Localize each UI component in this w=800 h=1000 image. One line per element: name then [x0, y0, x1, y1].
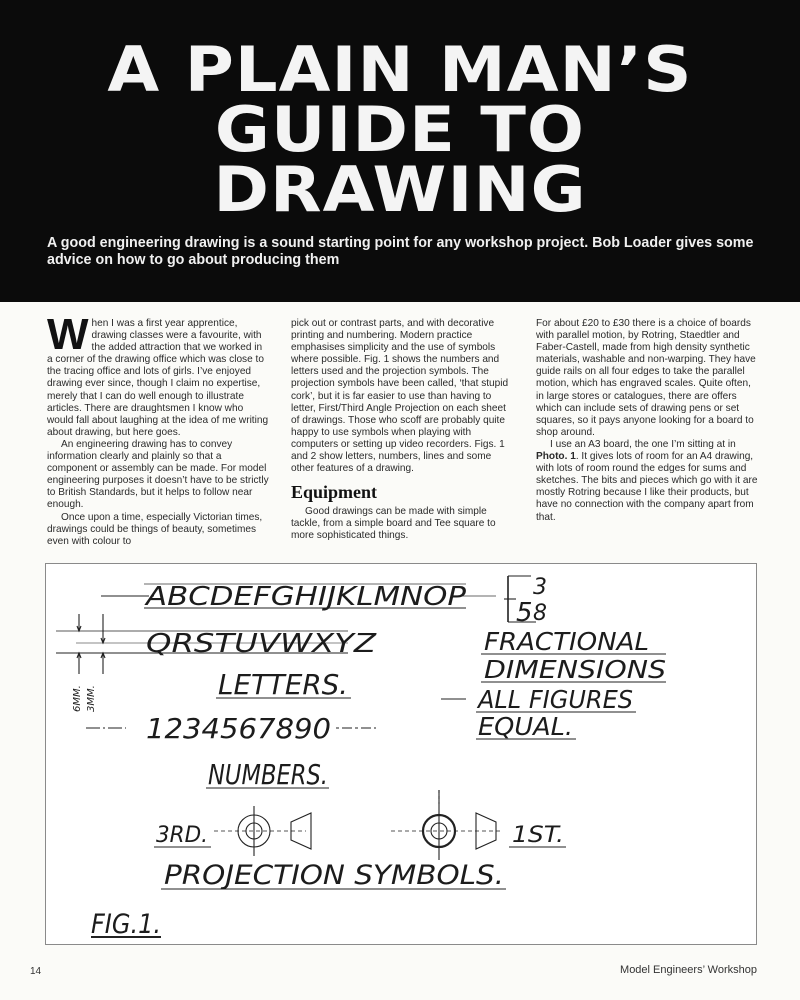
photo-reference: Photo. 1: [536, 451, 576, 463]
dimension-3mm: 3MM.: [86, 685, 97, 712]
alphabet-row-2: QRSTUVWXYZ: [146, 629, 378, 659]
title-line-1: A PLAIN MAN’S: [107, 33, 693, 106]
numbers-row: 1234567890: [146, 712, 331, 745]
figure-label: FIG.1.: [91, 909, 161, 940]
third-angle-label: 3RD.: [156, 823, 208, 848]
dimension-6mm: 6MM.: [72, 685, 83, 712]
fraction-denominator: 8: [533, 601, 547, 626]
paragraph: For about £20 to £30 there is a choice of boards with parallel motion, by Rotring, Staedtler and Faber-Castell, made from high density synthetic materials, washable and non-warping. They have guide rails on all four edges to take the parallel motion, which has engraved scales. Quite often, in large stores or catalogues, there are offers which can include sets of drawing pens or set squares, so it pays anyone looking for a board to shop around.: [536, 318, 756, 438]
article-title: [0, 33, 800, 226]
letters-label: LETTERS.: [218, 668, 348, 701]
fractional-line-4: EQUAL.: [478, 712, 573, 741]
title-line-3: DRAWING: [213, 153, 587, 226]
paragraph: pick out or contrast parts, and with decorative printing and numbering. Modern practice emphasises simplicity and the use of symbols where possible. Fig. 1 shows the numbers and letters used and the projection symbols. The projection symbols have been called, ‘that stupid cork’, but it is far easier to use than having to letter, First/Third Angle Projection on each sheet of drawings. Those who scoff are probably quite happy to use symbols when playing with computers or setting up video recorders. Figs. 1 and 2 show letters, numbers, lines and some other features of a drawing.: [291, 318, 509, 475]
drop-cap: W: [47, 310, 89, 359]
paragraph: Once upon a time, especially Victorian times, drawings could be things of beauty, sometimes even with colour to: [47, 511, 263, 547]
numbers-label: NUMBERS.: [208, 758, 328, 791]
title-banner: [0, 0, 800, 302]
fractional-line-3: ALL FIGURES: [476, 685, 634, 714]
fraction-numerator: 3: [533, 575, 547, 600]
paragraph: An engineering drawing has to convey information clearly and plainly so that a component or assembly can be made. For model engineering purposes it doesn’t have to be strictly to British Standards, but it helps to follow near enough.: [47, 438, 269, 511]
subheading-equipment: Equipment: [291, 482, 378, 503]
title-line-2: GUIDE TO: [214, 93, 586, 166]
fractional-line-2: DIMENSIONS: [484, 655, 667, 684]
paragraph: I use an A3 board, the one I’m sitting at in Photo. 1. It gives lots of room for an A4 drawing, with lots of room round the edges for sums and sketches. The bits and pieces which go with it are mostly Rotring because I like their products, but have no connection with the company apart from that.: [536, 438, 758, 523]
first-angle-label: 1ST.: [512, 823, 564, 848]
column-1: [47, 310, 269, 548]
fraction-whole: 5: [516, 598, 533, 628]
projection-symbols-label: PROJECTION SYMBOLS.: [164, 860, 504, 891]
drawing-lettering-figure: [46, 564, 758, 946]
paragraph: When I was a first year apprentice, drawing classes were a favourite, with the added attraction that we worked in a corner of the drawing office which was close to the tracing office and lots of girls. I’ve enjoyed drawing ever since, though I claim no expertise, merely that I can do well enough to illustrate articles. There are draughtsmen I know who would fall about laughing at the idea of me writing about drawing, but here goes.: [47, 310, 269, 438]
standfirst: A good engineering drawing is a sound starting point for any workshop project. Bob Loader gives some advice on how to go about producing them: [47, 235, 754, 268]
paragraph: Good drawings can be made with simple tackle, from a simple board and Tee square to more sophisticated things.: [291, 506, 496, 542]
alphabet-row-1: ABCDEFGHIJKLMNOP: [143, 582, 467, 612]
column-2: [291, 318, 513, 543]
article-body: [47, 310, 758, 553]
fractional-line-1: FRACTIONAL: [484, 627, 649, 656]
column-3: [536, 318, 758, 524]
page-number: 14: [30, 966, 42, 977]
magazine-name: Model Engineers’ Workshop: [620, 964, 757, 976]
figure-1: [45, 563, 757, 945]
